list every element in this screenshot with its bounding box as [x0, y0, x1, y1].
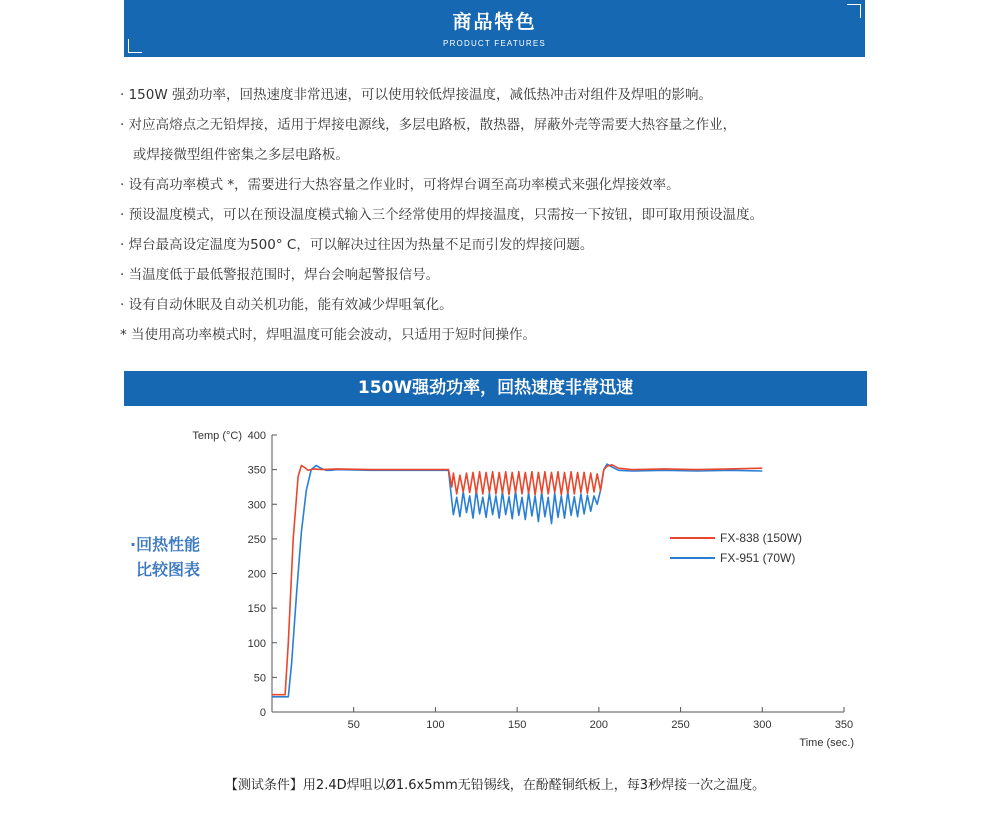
- feature-note: * 当使用高功率模式时，焊咀温度可能会波动，只适用于短时间操作。: [120, 327, 537, 343]
- side-label-line2: 比较图表: [136, 560, 201, 579]
- corner-decoration-bottom-left: [128, 39, 142, 53]
- side-label-line1: ·回热性能: [130, 535, 201, 554]
- feature-item: · 当温度低于最低警报范围时，焊台会响起警报信号。: [120, 267, 440, 283]
- y-tick-label: 50: [253, 672, 266, 685]
- feature-item: · 焊台最高设定温度为500° C，可以解决过往因为热量不足而引发的焊接问题。: [120, 237, 594, 253]
- legend-label-fx838: FX-838 (150W): [720, 531, 803, 545]
- x-tick-label: 350: [834, 719, 854, 731]
- section-title: 150W强劲功率，回热速度非常迅速: [124, 371, 867, 406]
- y-tick-label: 350: [247, 464, 266, 477]
- x-tick-label: 200: [589, 719, 609, 731]
- x-tick-label: 50: [347, 719, 360, 731]
- y-tick-label: 250: [247, 533, 266, 546]
- feature-item: · 对应高熔点之无铅焊接，适用于焊接电源线，多层电路板，散热器，屏蔽外壳等需要大热容量之作业，: [120, 117, 737, 133]
- header-banner: [124, 0, 865, 57]
- series-line-fx951: [272, 464, 762, 697]
- feature-item: · 150W 强劲功率，回热速度非常迅速，可以使用较低焊接温度，减低热冲击对组件及焊咀的影响。: [120, 87, 712, 103]
- y-tick-label: 200: [247, 568, 266, 581]
- legend-label-fx951: FX-951 (70W): [720, 551, 796, 565]
- y-tick-label: 300: [247, 499, 266, 512]
- feature-item: 或焊接微型组件密集之多层电路板。: [120, 147, 349, 163]
- header-subtitle: PRODUCT FEATURES: [443, 39, 546, 48]
- feature-item: · 设有高功率模式 *，需要进行大热容量之作业时，可将焊台调至高功率模式来强化焊接效率。: [120, 177, 680, 193]
- feature-item: · 预设温度模式，可以在预设温度模式输入三个经常使用的焊接温度，只需按一下按钮，即可取用预设温度。: [120, 207, 764, 223]
- x-axis-label: Time (sec.): [799, 737, 854, 749]
- feature-list: [120, 80, 900, 350]
- temperature-line-chart: [170, 420, 870, 750]
- x-tick-label: 150: [507, 719, 527, 731]
- y-tick-label: 0: [259, 707, 266, 719]
- x-tick-label: 300: [753, 719, 772, 731]
- test-conditions-footnote: 【测试条件】用2.4D焊咀以Ø1.6x5mm无铅锡线，在酚醛铜纸板上，每3秒焊接一次之温度。: [224, 778, 766, 793]
- y-tick-label: 150: [247, 603, 266, 616]
- feature-item: · 设有自动休眠及自动关机功能，能有效减少焊咀氧化。: [120, 297, 453, 313]
- header-title: 商品特色: [452, 11, 537, 33]
- x-tick-label: 250: [671, 719, 690, 731]
- y-tick-label: 100: [247, 637, 266, 650]
- y-tick-label: 400: [247, 430, 266, 442]
- y-axis-label: Temp (°C): [192, 430, 242, 442]
- corner-decoration-top-right: [847, 4, 861, 18]
- x-tick-label: 100: [426, 719, 445, 731]
